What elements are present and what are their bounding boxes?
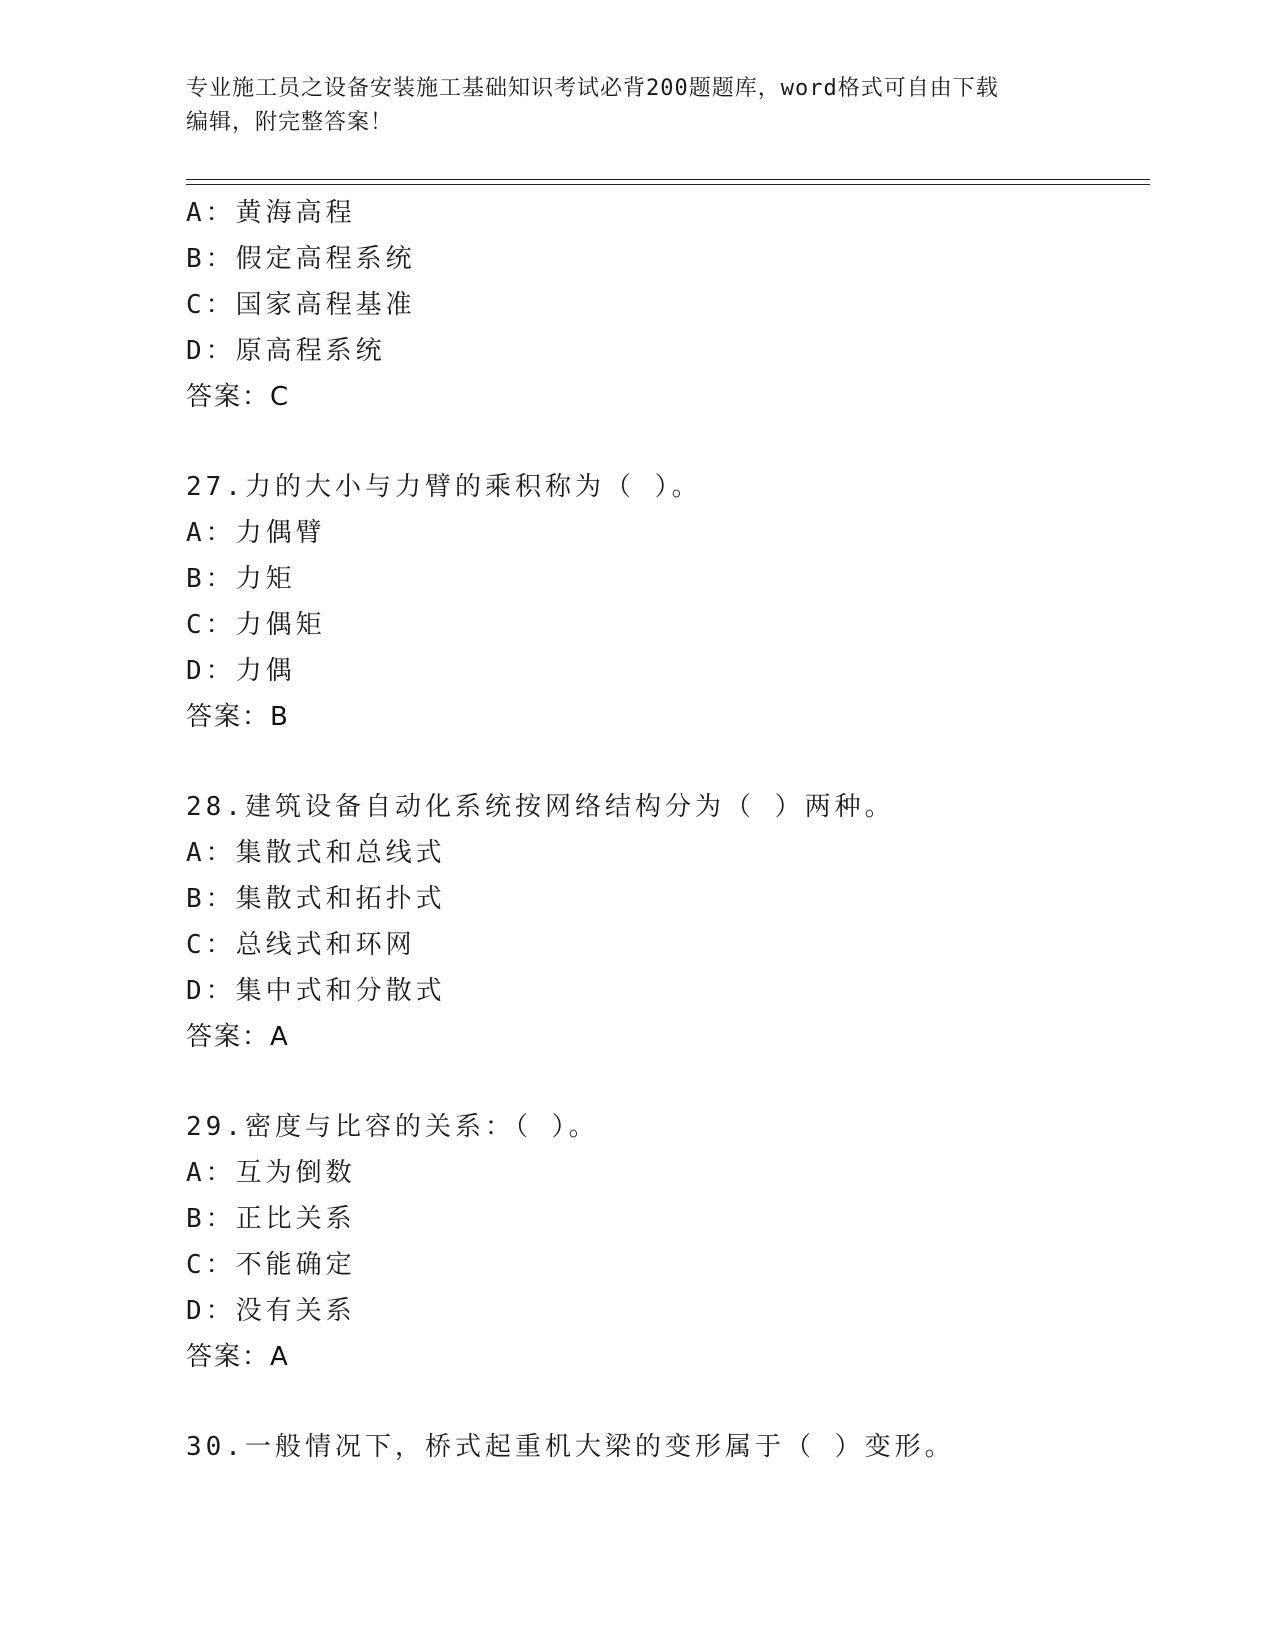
option-c: C：不能确定 <box>186 1250 356 1280</box>
option-a: A：互为倒数 <box>186 1158 356 1188</box>
option-a: A：力偶臂 <box>186 518 326 548</box>
option-d: D：没有关系 <box>186 1296 356 1326</box>
question-text: 28.建筑设备自动化系统按网络结构分为（ ）两种。 <box>186 792 895 822</box>
block-spacer <box>186 1060 1146 1104</box>
option-b: B：集散式和拓扑式 <box>186 884 446 914</box>
option-b: B：力矩 <box>186 564 296 594</box>
header-title-line-2: 编辑，附完整答案！ <box>186 110 394 135</box>
option-c: C：总线式和环网 <box>186 930 416 960</box>
answer-line: 答案：C <box>186 382 291 412</box>
option-b: B：假定高程系统 <box>186 244 416 274</box>
block-spacer <box>186 740 1146 784</box>
option-d: D：集中式和分散式 <box>186 976 446 1006</box>
header-divider-top <box>186 179 1150 180</box>
option-b: B：正比关系 <box>186 1204 356 1234</box>
option-c: C：国家高程基准 <box>186 290 416 320</box>
question-text: 27.力的大小与力臂的乘积称为（ ）。 <box>186 472 702 502</box>
question-list <box>186 190 1146 1470</box>
answer-line: 答案：A <box>186 1342 290 1372</box>
block-spacer <box>186 1380 1146 1424</box>
question-block-30 <box>186 1424 1146 1470</box>
option-d: D：力偶 <box>186 656 296 686</box>
answer-line: 答案：A <box>186 1022 290 1052</box>
header-divider-bottom <box>186 184 1150 185</box>
answer-line: 答案：B <box>186 702 290 732</box>
option-d: D：原高程系统 <box>186 336 386 366</box>
question-block-27 <box>186 464 1146 740</box>
question-block-29 <box>186 1104 1146 1380</box>
option-c: C：力偶矩 <box>186 610 326 640</box>
question-text: 29.密度与比容的关系：（ ）。 <box>186 1112 599 1142</box>
question-block-26 <box>186 190 1146 420</box>
header-title-line-1: 专业施工员之设备安装施工基础知识考试必背200题题库，word格式可自由下载 <box>186 76 999 101</box>
option-a: A：黄海高程 <box>186 198 356 228</box>
document-header <box>186 72 1086 140</box>
block-spacer <box>186 420 1146 464</box>
question-text: 30.一般情况下，桥式起重机大梁的变形属于（ ）变形。 <box>186 1432 955 1462</box>
option-a: A：集散式和总线式 <box>186 838 446 868</box>
question-block-28 <box>186 784 1146 1060</box>
